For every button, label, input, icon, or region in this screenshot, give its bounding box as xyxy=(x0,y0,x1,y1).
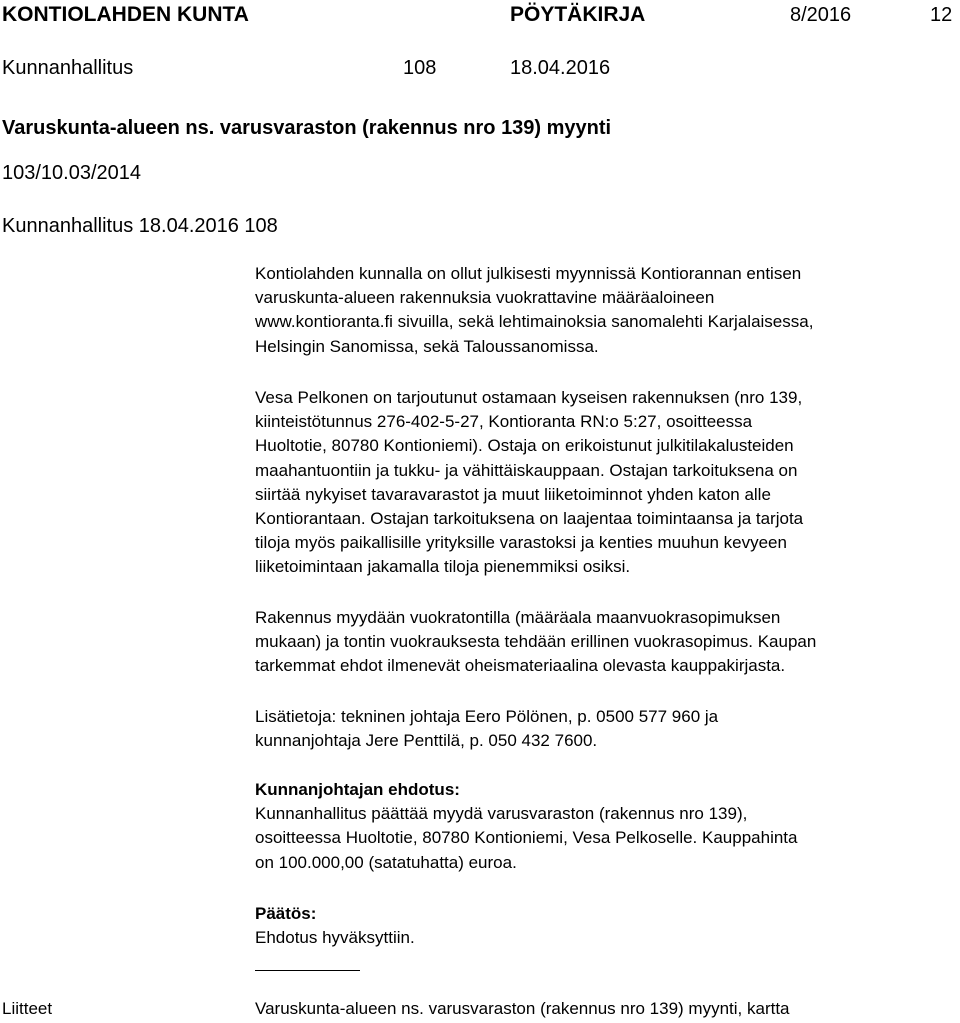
paragraph-line: Huoltotie, 80780 Kontioniemi). Ostaja on erikoistunut julkitilakalusteiden xyxy=(255,436,794,456)
item-title: Varuskunta-alueen ns. varusvaraston (rakennus nro 139) myynti xyxy=(2,117,612,139)
meeting-reference: Kunnanhallitus 18.04.2016 108 xyxy=(2,215,278,237)
paragraph-line: Helsingin Sanomissa, sekä Taloussanomissa. xyxy=(255,336,599,356)
paragraph-line: Vesa Pelkonen on tarjoutunut ostamaan kyseisen rakennuksen (nro 139, xyxy=(255,388,803,407)
paragraph-line: Kontiorantaan. Ostajan tarkoituksena on laajentaa toimintaansa ja tarjota xyxy=(255,509,804,529)
paragraph-line: kiinteistötunnus 276-402-5-27, Kontioranta RN:o 5:27, osoitteessa xyxy=(255,412,753,432)
meeting-body: Kunnanhallitus xyxy=(2,57,134,79)
document-type: PÖYTÄKIRJA xyxy=(510,3,646,26)
proposal-line: Kunnanhallitus päättää myydä varusvaraston (rakennus nro 139), xyxy=(255,804,748,824)
section-number: 108 xyxy=(403,57,437,79)
case-number: 103/10.03/2014 xyxy=(2,162,142,184)
paragraph-terms xyxy=(255,606,955,679)
paragraph-line: Lisätietoja: tekninen johtaja Eero Pölönen, p. 0500 577 960 ja xyxy=(255,707,719,726)
paragraph-line: siirtää nykyiset tavaravarastot ja muut liiketoiminnot yhden katon alle xyxy=(255,484,771,504)
attachments-text: Varuskunta-alueen ns. varusvaraston (rakennus nro 139) myynti, kartta xyxy=(255,999,790,1018)
paragraph-buyer xyxy=(255,386,955,580)
proposal-section xyxy=(255,778,955,875)
paragraph-line: www.kontioranta.fi sivuilla, sekä lehtimainoksia sanomalehti Karjalaisessa, xyxy=(255,312,814,332)
paragraph-line: tiloja myös paikallisille yrityksille varastoksi ja kenties muuhun kevyeen xyxy=(255,533,787,553)
paragraph-line: kunnanjohtaja Jere Penttilä, p. 050 432 7600. xyxy=(255,731,598,751)
meeting-date: 18.04.2016 xyxy=(510,57,611,79)
paragraph-line: varuskunta-alueen rakennuksia vuokrattavine määräaloineen xyxy=(255,288,715,308)
paragraph-line: tarkemmat ehdot ilmenevät oheismateriaalina olevasta kauppakirjasta. xyxy=(255,656,786,676)
attachments-label: Liitteet xyxy=(2,999,53,1018)
proposal-line: on 100.000,00 (satatuhatta) euroa. xyxy=(255,852,517,872)
paragraph-line: Kontiolahden kunnalla on ollut julkisesti myynnissä Kontiorannan entisen xyxy=(255,264,802,283)
municipality-name: KONTIOLAHDEN KUNTA xyxy=(2,3,249,26)
proposal-line: osoitteessa Huoltotie, 80780 Kontioniemi, Vesa Pelkoselle. Kauppahinta xyxy=(255,828,798,848)
decision-heading: Päätös: xyxy=(255,904,317,923)
paragraph-line: Rakennus myydään vuokratontilla (määräala maanvuokrasopimuksen xyxy=(255,608,781,627)
paragraph-contacts xyxy=(255,705,955,753)
decision-text: Ehdotus hyväksyttiin. xyxy=(255,928,415,948)
signature-divider xyxy=(255,970,360,971)
paragraph-line: liiketoimintaan jakamalla tiloja pienemmiksi osiksi. xyxy=(255,557,631,577)
proposal-heading: Kunnanjohtajan ehdotus: xyxy=(255,780,460,799)
document-number: 8/2016 xyxy=(790,4,852,26)
paragraph-line: mukaan) ja tontin vuokrauksesta tehdään erillinen vuokrasopimus. Kaupan xyxy=(255,632,817,652)
paragraph-line: maahantuontiin ja tukku- ja vähittäiskauppaan. Ostajan tarkoituksena on xyxy=(255,460,798,480)
decision-section xyxy=(255,902,955,950)
page-number: 12 xyxy=(930,4,953,26)
paragraph-listing xyxy=(255,262,955,359)
